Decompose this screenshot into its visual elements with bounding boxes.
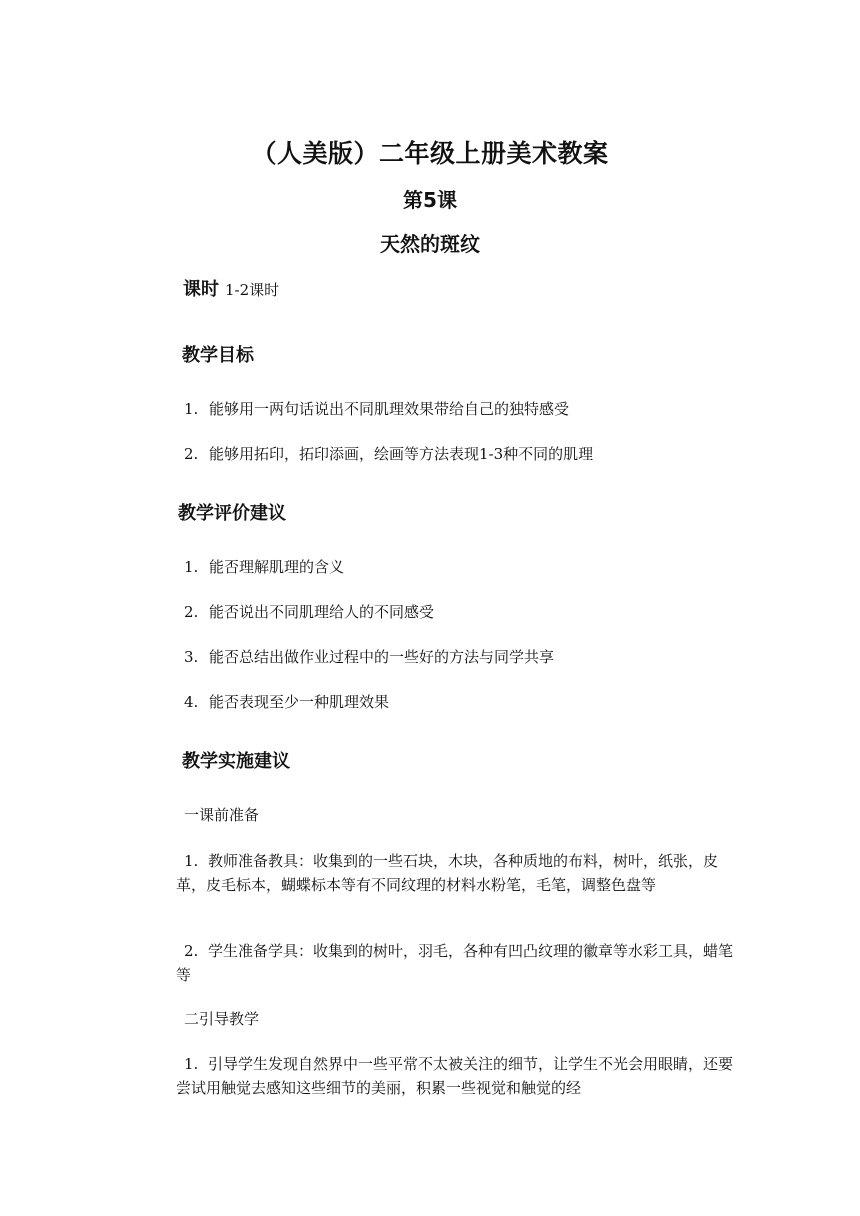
goal-item	[184, 397, 569, 421]
guide-item-number: 1.	[184, 1055, 199, 1073]
prep-item	[176, 939, 736, 987]
prep-item-number: 1.	[184, 852, 199, 870]
prep-item-number: 2.	[184, 942, 199, 960]
goal-item-text: 能够用一两句话说出不同肌理效果带给自己的独特感受	[209, 400, 570, 418]
evaluation-item-number: 1.	[184, 558, 199, 576]
class-hours-label: 课时	[183, 279, 219, 300]
guide-subheading: 二引导教学	[184, 1010, 260, 1028]
class-hours-value: 1-2课时	[225, 281, 280, 299]
evaluation-heading: 教学评价建议	[178, 503, 286, 524]
prep-item-text: 学生准备学具：收集到的树叶，羽毛，各种有凹凸纹理的徽章等水彩工具，蜡笔等	[176, 942, 734, 984]
goal-item	[184, 442, 593, 466]
guide-item	[176, 1052, 736, 1100]
goals-heading: 教学目标	[182, 345, 254, 366]
evaluation-item-number: 3.	[184, 648, 199, 666]
evaluation-item-text: 能否表现至少一种肌理效果	[209, 693, 390, 711]
evaluation-item-number: 4.	[184, 693, 199, 711]
evaluation-item-text: 能否理解肌理的含义	[209, 558, 345, 576]
document-title: （人美版）二年级上册美术教案	[251, 139, 609, 168]
evaluation-item-text: 能否说出不同肌理给人的不同感受	[209, 603, 435, 621]
goal-item-text: 能够用拓印，拓印添画，绘画等方法表现1-3种不同的肌理	[209, 445, 594, 463]
evaluation-item	[184, 555, 344, 579]
implementation-heading: 教学实施建议	[182, 751, 290, 772]
class-hours	[183, 275, 279, 301]
evaluation-item	[184, 690, 389, 714]
lesson-topic: 天然的斑纹	[380, 232, 480, 256]
goal-item-number: 2.	[184, 445, 199, 463]
guide-item-text: 引导学生发现自然界中一些平常不太被关注的细节，让学生不光会用眼睛，还要尝试用触觉去感知这些细节的美丽，积累一些视觉和触觉的经	[176, 1055, 734, 1097]
prep-subheading: 一课前准备	[184, 806, 260, 824]
prep-item	[176, 849, 736, 897]
evaluation-item	[184, 645, 554, 669]
lesson-number: 第5课	[403, 188, 457, 212]
evaluation-item-number: 2.	[184, 603, 199, 621]
goal-item-number: 1.	[184, 400, 199, 418]
evaluation-item	[184, 600, 434, 624]
evaluation-item-text: 能否总结出做作业过程中的一些好的方法与同学共享	[209, 648, 555, 666]
prep-item-text: 教师准备教具：收集到的一些石块，木块，各种质地的布料，树叶，纸张，皮革，皮毛标本，蝴蝶标本等有不同纹理的材料水粉笔，毛笔，调整色盘等	[176, 852, 719, 894]
